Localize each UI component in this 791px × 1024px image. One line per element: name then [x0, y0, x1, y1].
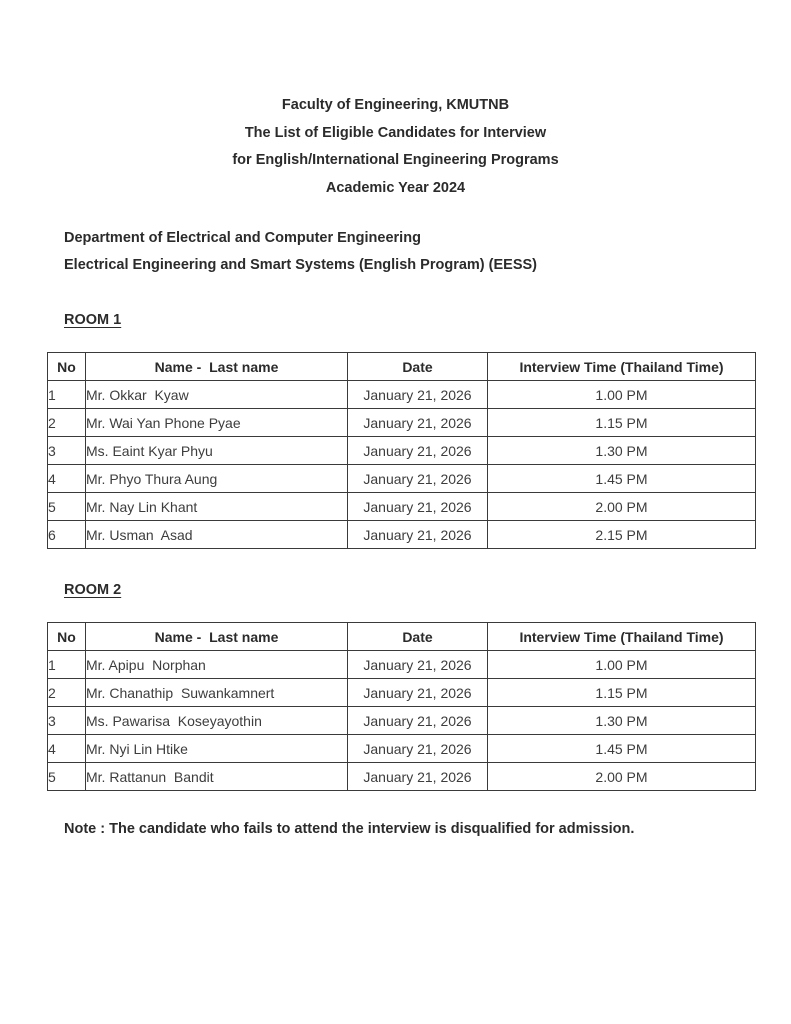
table-row	[48, 735, 756, 763]
header-date: Date	[348, 623, 488, 651]
cell-date: January 21, 2026	[348, 707, 488, 735]
table-row	[48, 409, 756, 437]
cell-time: 2.00 PM	[488, 493, 756, 521]
cell-date: January 21, 2026	[348, 651, 488, 679]
table-row	[48, 707, 756, 735]
header-name: Name - Last name	[86, 623, 348, 651]
cell-no: 3	[48, 437, 86, 465]
cell-name: Mr. Nyi Lin Htike	[86, 735, 348, 763]
cell-time: 1.30 PM	[488, 437, 756, 465]
cell-no: 4	[48, 465, 86, 493]
room-2-section	[0, 580, 791, 791]
cell-date: January 21, 2026	[348, 735, 488, 763]
table-row	[48, 679, 756, 707]
cell-name: Ms. Eaint Kyar Phyu	[86, 437, 348, 465]
cell-time: 1.15 PM	[488, 679, 756, 707]
cell-no: 1	[48, 381, 86, 409]
title-line-academic-year: Academic Year 2024	[325, 179, 466, 196]
table-row	[48, 763, 756, 791]
cell-time: 1.00 PM	[488, 381, 756, 409]
header-interview-time: Interview Time (Thailand Time)	[488, 623, 756, 651]
program-name: Electrical Engineering and Smart Systems (English Program) (EESS)	[64, 257, 537, 274]
room-1-heading: ROOM 1	[64, 312, 122, 329]
cell-date: January 21, 2026	[348, 409, 488, 437]
cell-no: 4	[48, 735, 86, 763]
room-2-table	[47, 622, 756, 791]
cell-name: Mr. Phyo Thura Aung	[86, 465, 348, 493]
cell-date: January 21, 2026	[348, 679, 488, 707]
cell-date: January 21, 2026	[348, 493, 488, 521]
title-line-programs: for English/International Engineering Programs	[232, 152, 559, 169]
cell-no: 2	[48, 679, 86, 707]
cell-no: 3	[48, 707, 86, 735]
cell-time: 1.30 PM	[488, 707, 756, 735]
cell-date: January 21, 2026	[348, 437, 488, 465]
table-row	[48, 437, 756, 465]
cell-date: January 21, 2026	[348, 521, 488, 549]
cell-name: Mr. Usman Asad	[86, 521, 348, 549]
cell-name: Mr. Rattanun Bandit	[86, 763, 348, 791]
cell-name: Mr. Nay Lin Khant	[86, 493, 348, 521]
cell-name: Mr. Okkar Kyaw	[86, 381, 348, 409]
cell-time: 2.15 PM	[488, 521, 756, 549]
cell-time: 1.00 PM	[488, 651, 756, 679]
document-title-block	[0, 0, 791, 202]
table-header-row	[48, 353, 756, 381]
cell-time: 2.00 PM	[488, 763, 756, 791]
cell-no: 6	[48, 521, 86, 549]
cell-no: 5	[48, 763, 86, 791]
header-no: No	[48, 623, 86, 651]
cell-no: 1	[48, 651, 86, 679]
cell-name: Mr. Chanathip Suwankamnert	[86, 679, 348, 707]
cell-time: 1.15 PM	[488, 409, 756, 437]
cell-date: January 21, 2026	[348, 381, 488, 409]
header-name: Name - Last name	[86, 353, 348, 381]
note-text: Note : The candidate who fails to attend the interview is disqualified for admission.	[64, 821, 635, 838]
cell-date: January 21, 2026	[348, 763, 488, 791]
table-row	[48, 651, 756, 679]
room-2-heading: ROOM 2	[64, 582, 122, 599]
header-no: No	[48, 353, 86, 381]
table-row	[48, 521, 756, 549]
table-header-row	[48, 623, 756, 651]
cell-name: Mr. Apipu Norphan	[86, 651, 348, 679]
header-date: Date	[348, 353, 488, 381]
table-row	[48, 381, 756, 409]
room-1-section	[0, 310, 791, 549]
title-line-faculty: Faculty of Engineering, KMUTNB	[281, 97, 510, 113]
cell-time: 1.45 PM	[488, 465, 756, 493]
cell-name: Ms. Pawarisa Koseyayothin	[86, 707, 348, 735]
cell-name: Mr. Wai Yan Phone Pyae	[86, 409, 348, 437]
cell-date: January 21, 2026	[348, 465, 488, 493]
department-name: Department of Electrical and Computer Engineering	[64, 230, 421, 247]
table-row	[48, 493, 756, 521]
room-1-table	[47, 352, 756, 549]
cell-time: 1.45 PM	[488, 735, 756, 763]
department-block	[64, 225, 791, 279]
header-interview-time: Interview Time (Thailand Time)	[488, 353, 756, 381]
cell-no: 2	[48, 409, 86, 437]
title-line-list: The List of Eligible Candidates for Interview	[244, 124, 547, 141]
cell-no: 5	[48, 493, 86, 521]
table-row	[48, 465, 756, 493]
